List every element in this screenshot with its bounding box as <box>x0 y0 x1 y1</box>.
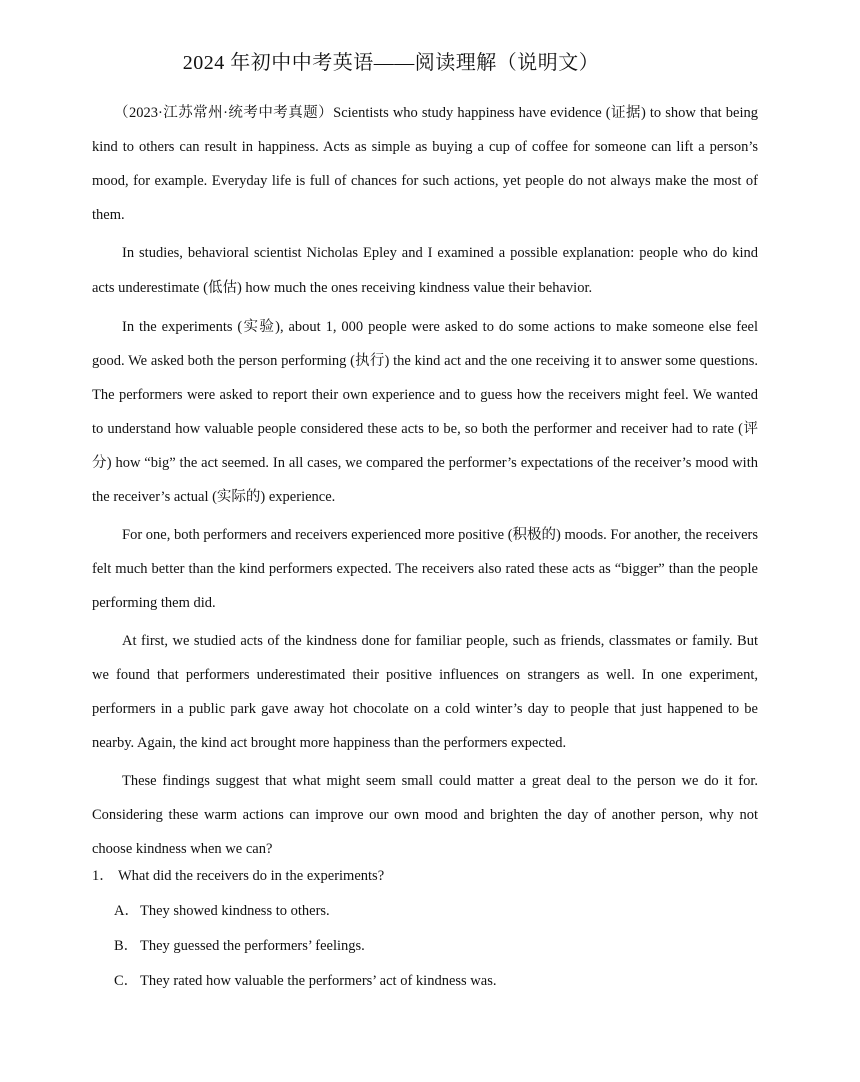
question-1 <box>92 864 772 1004</box>
paragraph-6: These findings suggest that what might seem small could matter a great deal to the person we do it for. Considering these warm actions can improve our own mood and brighten the day of another person, why not choose kindness when we can? <box>92 773 758 857</box>
paragraph-2: In studies, behavioral scientist Nicholas Epley and I examined a possible explanation: people who do kind acts underestimate (低估) how much the ones receiving kindness value their behavior. <box>92 245 758 296</box>
question-text: What did the receivers do in the experiments? <box>118 868 385 884</box>
option-letter: C． <box>114 973 139 989</box>
page-title: 2024 年初中中考英语——阅读理解（说明文） <box>182 52 600 74</box>
paragraph-3: In the experiments (实验), about 1, 000 people were asked to do some actions to make someone else feel good. We asked both the person performing (执行) the kind act and the one receiving it to answer some questions. The performers were asked to report their own experience and to guess how the receivers might feel. We wanted to understand how valuable people considered these acts to be, so both the performer and receiver had to rate (评分) how “big” the act seemed. In all cases, we compared the performer’s expectations of the receiver’s mood with the receiver’s actual (实际的) experience. <box>92 319 758 505</box>
option-a <box>92 899 772 934</box>
question-stem <box>92 864 772 899</box>
option-letter: A． <box>114 903 139 919</box>
passage <box>92 96 758 870</box>
paragraph-1: （2023·江苏常州·统考中考真题）Scientists who study happiness have evidence (证据) to show that being kind to others can result in happiness. Acts as simple as buying a cup of coffee for someone can lift a person’s mood, for example. Everyday life is full of chances for such actions, yet people do not always make the most of them. <box>92 105 758 223</box>
option-b <box>92 934 772 969</box>
paragraph-5: At first, we studied acts of the kindness done for familiar people, such as friends, classmates or family. But we found that performers underestimated their positive influences on strangers as well. In one experiment, performers in a public park gave away hot chocolate on a cold winter’s day to people that just happened to be nearby. Again, the kind act brought more happiness than the performers expected. <box>92 633 758 751</box>
option-text: They showed kindness to others. <box>140 903 330 919</box>
paragraph-4: For one, both performers and receivers experienced more positive (积极的) moods. For another, the receivers felt much better than the kind performers expected. The receivers also rated these acts as “bigger” than the people performing them did. <box>92 527 758 611</box>
question-number: 1． <box>92 868 114 884</box>
option-letter: B． <box>114 938 139 954</box>
option-text: They rated how valuable the performers’ act of kindness was. <box>140 973 497 989</box>
option-text: They guessed the performers’ feelings. <box>140 938 365 954</box>
option-c <box>92 969 772 1004</box>
